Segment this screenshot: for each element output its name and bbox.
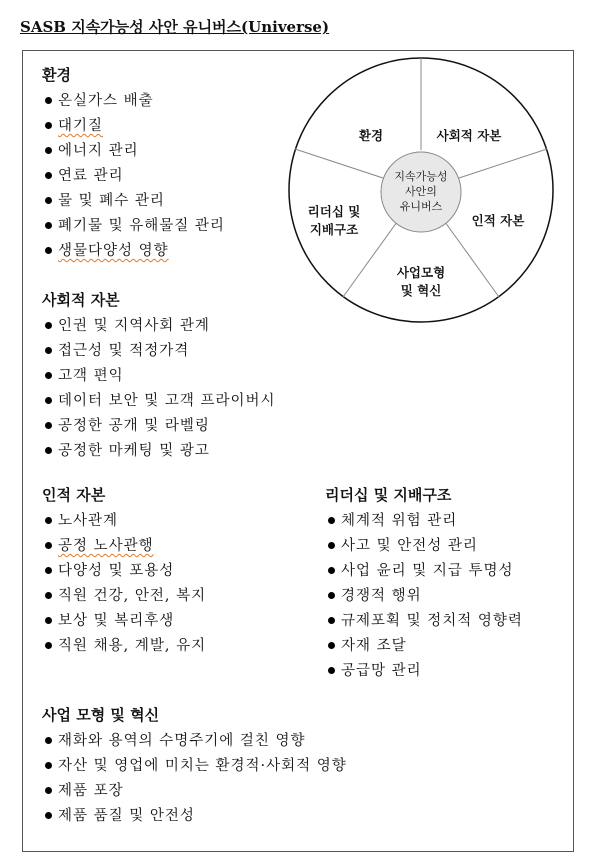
- center-label: 지속가능성: [394, 170, 448, 183]
- item-text: 폐기물 및 유해물질 관리: [58, 218, 225, 234]
- list-item: [325, 535, 523, 560]
- document-title: SASB 지속가능성 사안 유니버스(Universe): [20, 18, 330, 36]
- bullet-icon: [45, 97, 52, 104]
- list-item: [42, 315, 276, 340]
- segment-leadership: 지배구조: [309, 222, 359, 237]
- center-label: 유니버스: [399, 200, 443, 213]
- item-text: 생물다양성 영향: [58, 243, 169, 259]
- bullet-icon: [328, 617, 335, 624]
- item-text: 데이터 보안 및 고객 프라이버시: [58, 393, 276, 409]
- list-item: [42, 805, 347, 830]
- section-social-capital: [42, 289, 276, 465]
- segment-environment: 환경: [358, 128, 384, 143]
- bullet-icon: [328, 542, 335, 549]
- bullet-icon: [328, 642, 335, 649]
- segment-leadership: 리더십 및: [307, 204, 361, 219]
- bullet-icon: [45, 592, 52, 599]
- item-text: 사업 윤리 및 지급 투명성: [341, 563, 514, 579]
- bullet-icon: [328, 667, 335, 674]
- section-heading: 리더십 및 지배구조: [325, 486, 452, 504]
- list-item: [42, 730, 347, 755]
- list-item: [42, 560, 206, 585]
- bullet-icon: [45, 542, 52, 549]
- bullet-icon: [45, 642, 52, 649]
- item-text: 사고 및 안전성 관리: [341, 538, 478, 554]
- list-item: [42, 635, 206, 660]
- list-item: [42, 340, 276, 365]
- bullet-icon: [328, 592, 335, 599]
- bullet-icon: [45, 447, 52, 454]
- list-item: [42, 510, 206, 535]
- list-item: [42, 780, 347, 805]
- bullet-icon: [45, 787, 52, 794]
- list-item: [42, 365, 276, 390]
- bullet-icon: [45, 762, 52, 769]
- item-text: 온실가스 배출: [58, 93, 154, 109]
- item-text: 다양성 및 포용성: [58, 563, 175, 579]
- center-label: 사안의: [405, 185, 437, 198]
- item-text: 인권 및 지역사회 관계: [58, 318, 210, 334]
- list-item: [325, 610, 523, 635]
- item-text: 직원 채용, 계발, 유지: [58, 638, 207, 654]
- section-heading: 환경: [42, 66, 71, 84]
- item-text: 자산 및 영업에 미치는 환경적·사회적 영향: [58, 758, 347, 774]
- list-item: [42, 755, 347, 780]
- segment-human-capital: 인적 자본: [471, 213, 525, 228]
- item-text: 직원 건강, 안전, 복지: [58, 588, 207, 604]
- bullet-icon: [45, 372, 52, 379]
- section-heading: 사업 모형 및 혁신: [42, 706, 160, 724]
- item-text: 규제포획 및 정치적 영향력: [341, 613, 523, 629]
- bullet-icon: [45, 347, 52, 354]
- item-text: 공정한 마케팅 및 광고: [58, 443, 210, 459]
- bullet-icon: [45, 737, 52, 744]
- bullet-icon: [45, 397, 52, 404]
- section-heading: 인적 자본: [42, 486, 106, 504]
- list-item: [42, 610, 206, 635]
- list-item: [42, 585, 206, 610]
- item-text: 공급망 관리: [341, 663, 422, 679]
- section-environment: [42, 64, 225, 265]
- list-item: [42, 190, 225, 215]
- bullet-icon: [45, 197, 52, 204]
- bullet-icon: [45, 122, 52, 129]
- bullet-icon: [328, 517, 335, 524]
- item-text: 자재 조달: [341, 638, 407, 654]
- bullet-icon: [45, 422, 52, 429]
- list-item: [42, 90, 225, 115]
- list-item: [42, 215, 225, 240]
- bullet-icon: [328, 567, 335, 574]
- bullet-icon: [45, 322, 52, 329]
- list-item: [325, 660, 523, 685]
- bullet-icon: [45, 247, 52, 254]
- bullet-icon: [45, 567, 52, 574]
- list-item: [42, 390, 276, 415]
- item-text: 대기질: [58, 118, 104, 134]
- section-heading: 사회적 자본: [42, 291, 120, 309]
- bullet-icon: [45, 517, 52, 524]
- item-text: 체계적 위험 관리: [341, 513, 458, 529]
- item-text: 연료 관리: [58, 168, 124, 184]
- item-text: 공정 노사관행: [58, 538, 154, 554]
- item-text: 물 및 폐수 관리: [58, 193, 165, 209]
- segment-social-capital: 사회적 자본: [436, 128, 502, 143]
- item-text: 보상 및 복리후생: [58, 613, 175, 629]
- bullet-icon: [45, 222, 52, 229]
- section-business-model-innovation: [42, 704, 347, 830]
- item-text: 제품 포장: [58, 783, 124, 799]
- list-item: [42, 535, 206, 560]
- list-item: [42, 440, 276, 465]
- item-text: 에너지 관리: [58, 143, 139, 159]
- list-item: [42, 115, 225, 140]
- list-item: [42, 415, 276, 440]
- list-item: [325, 585, 523, 610]
- item-text: 경쟁적 행위: [341, 588, 422, 604]
- list-item: [42, 240, 225, 265]
- item-text: 고객 편익: [58, 368, 124, 384]
- item-text: 공정한 공개 및 라벨링: [58, 418, 210, 434]
- list-item: [325, 560, 523, 585]
- item-text: 재화와 용역의 수명주기에 걸친 영향: [58, 733, 306, 749]
- section-leadership-governance: [325, 484, 523, 685]
- item-text: 접근성 및 적정가격: [58, 343, 190, 359]
- list-item: [325, 635, 523, 660]
- bullet-icon: [45, 147, 52, 154]
- list-item: [325, 510, 523, 535]
- item-text: 제품 품질 및 안전성: [58, 808, 195, 824]
- bullet-icon: [45, 617, 52, 624]
- list-item: [42, 165, 225, 190]
- list-item: [42, 140, 225, 165]
- sasb-universe-diagram: [284, 54, 560, 330]
- bullet-icon: [45, 172, 52, 179]
- segment-business-model: 사업모형: [396, 265, 446, 280]
- section-human-capital: [42, 484, 206, 660]
- segment-business-model: 및 혁신: [400, 283, 442, 298]
- item-text: 노사관계: [58, 513, 119, 529]
- bullet-icon: [45, 812, 52, 819]
